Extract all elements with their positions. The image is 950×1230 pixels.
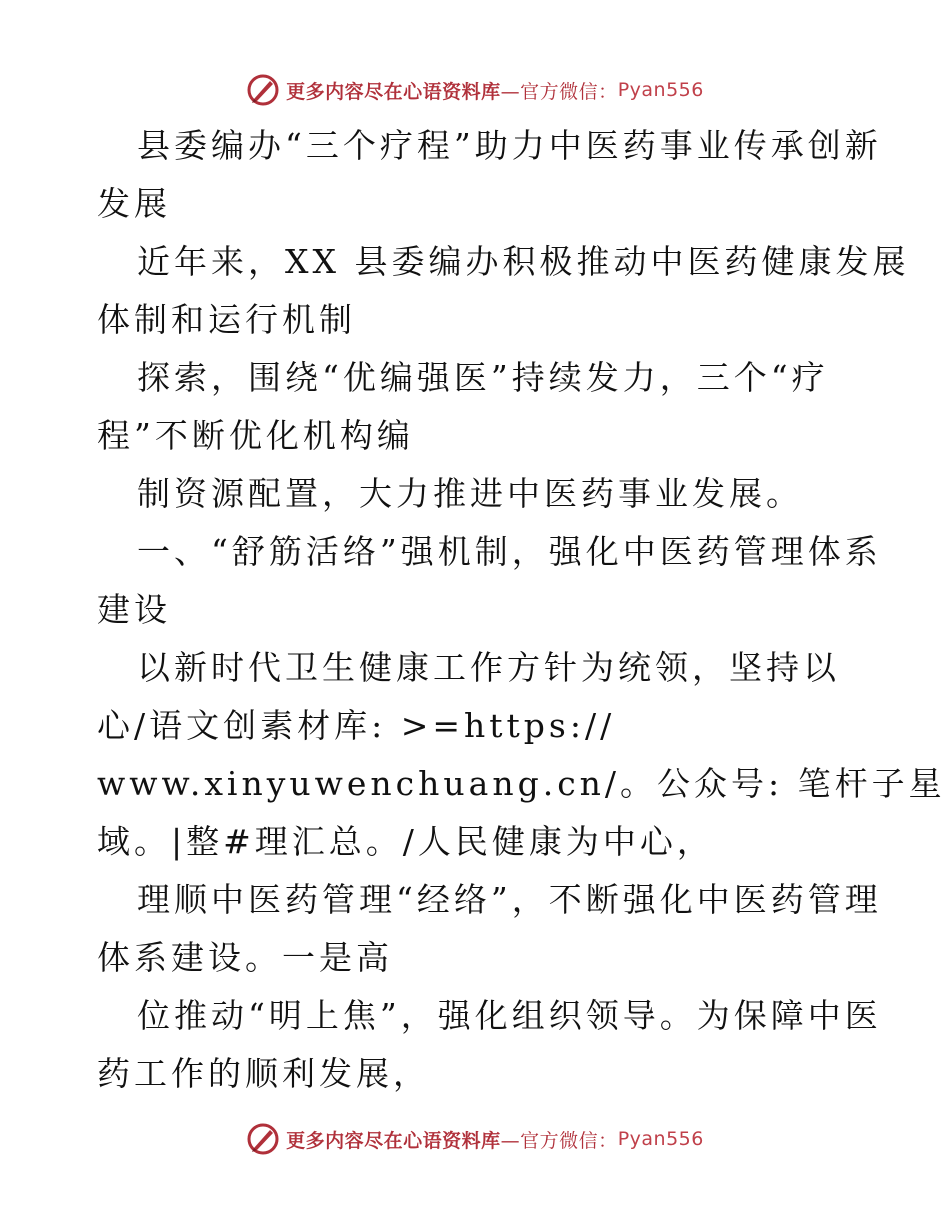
banner-wechat-id: Pyan556 <box>617 1128 704 1150</box>
banner-wechat-label: —官方微信： <box>500 80 618 103</box>
doc-line: 县委编办“三个疗程”助力中医药事业传承创新 <box>137 126 882 165</box>
doc-line: 药工作的顺利发展， <box>97 1054 430 1093</box>
doc-line: 理顺中医药管理“经络”，不断强化中医药管理 <box>137 880 882 919</box>
banner-site-name: 更多内容尽在心语资料库 <box>286 1129 501 1152</box>
doc-line: 体系建设。一是高 <box>97 938 393 977</box>
quill-logo-icon <box>246 73 280 107</box>
doc-line: 制资源配置，大力推进中医药事业发展。 <box>137 474 803 513</box>
doc-line: 建设 <box>97 590 171 629</box>
footer-banner <box>0 1119 950 1159</box>
doc-line: www.xinyuwenchuang.cn/。公众号: 笔杆子星 <box>97 764 946 803</box>
doc-line: 程”不断优化机构编 <box>97 416 414 455</box>
doc-line: 一、“舒筋活络”强机制，强化中医药管理体系 <box>137 532 882 571</box>
banner-site-name: 更多内容尽在心语资料库 <box>286 80 501 103</box>
banner-wechat-id: Pyan556 <box>617 79 704 101</box>
doc-line: 域。|整#理汇总。/人民健康为中心， <box>97 822 714 861</box>
document-body <box>97 117 946 1103</box>
doc-line: 心/语文创素材库: >=https:// <box>97 706 616 745</box>
header-banner <box>0 70 950 110</box>
doc-line: 发展 <box>97 184 171 223</box>
quill-logo-icon <box>246 1122 280 1156</box>
doc-line: 体制和运行机制 <box>97 300 356 339</box>
doc-line: 位推动“明上焦”，强化组织领导。为保障中医 <box>137 996 882 1035</box>
doc-line: 以新时代卫生健康工作方针为统领，坚持以 <box>137 648 840 687</box>
doc-line: 探索，围绕“优编强医”持续发力，三个“疗 <box>137 358 829 397</box>
banner-wechat-label: —官方微信： <box>500 1129 618 1152</box>
doc-line: 近年来，XX 县委编办积极推动中医药健康发展 <box>137 242 910 281</box>
